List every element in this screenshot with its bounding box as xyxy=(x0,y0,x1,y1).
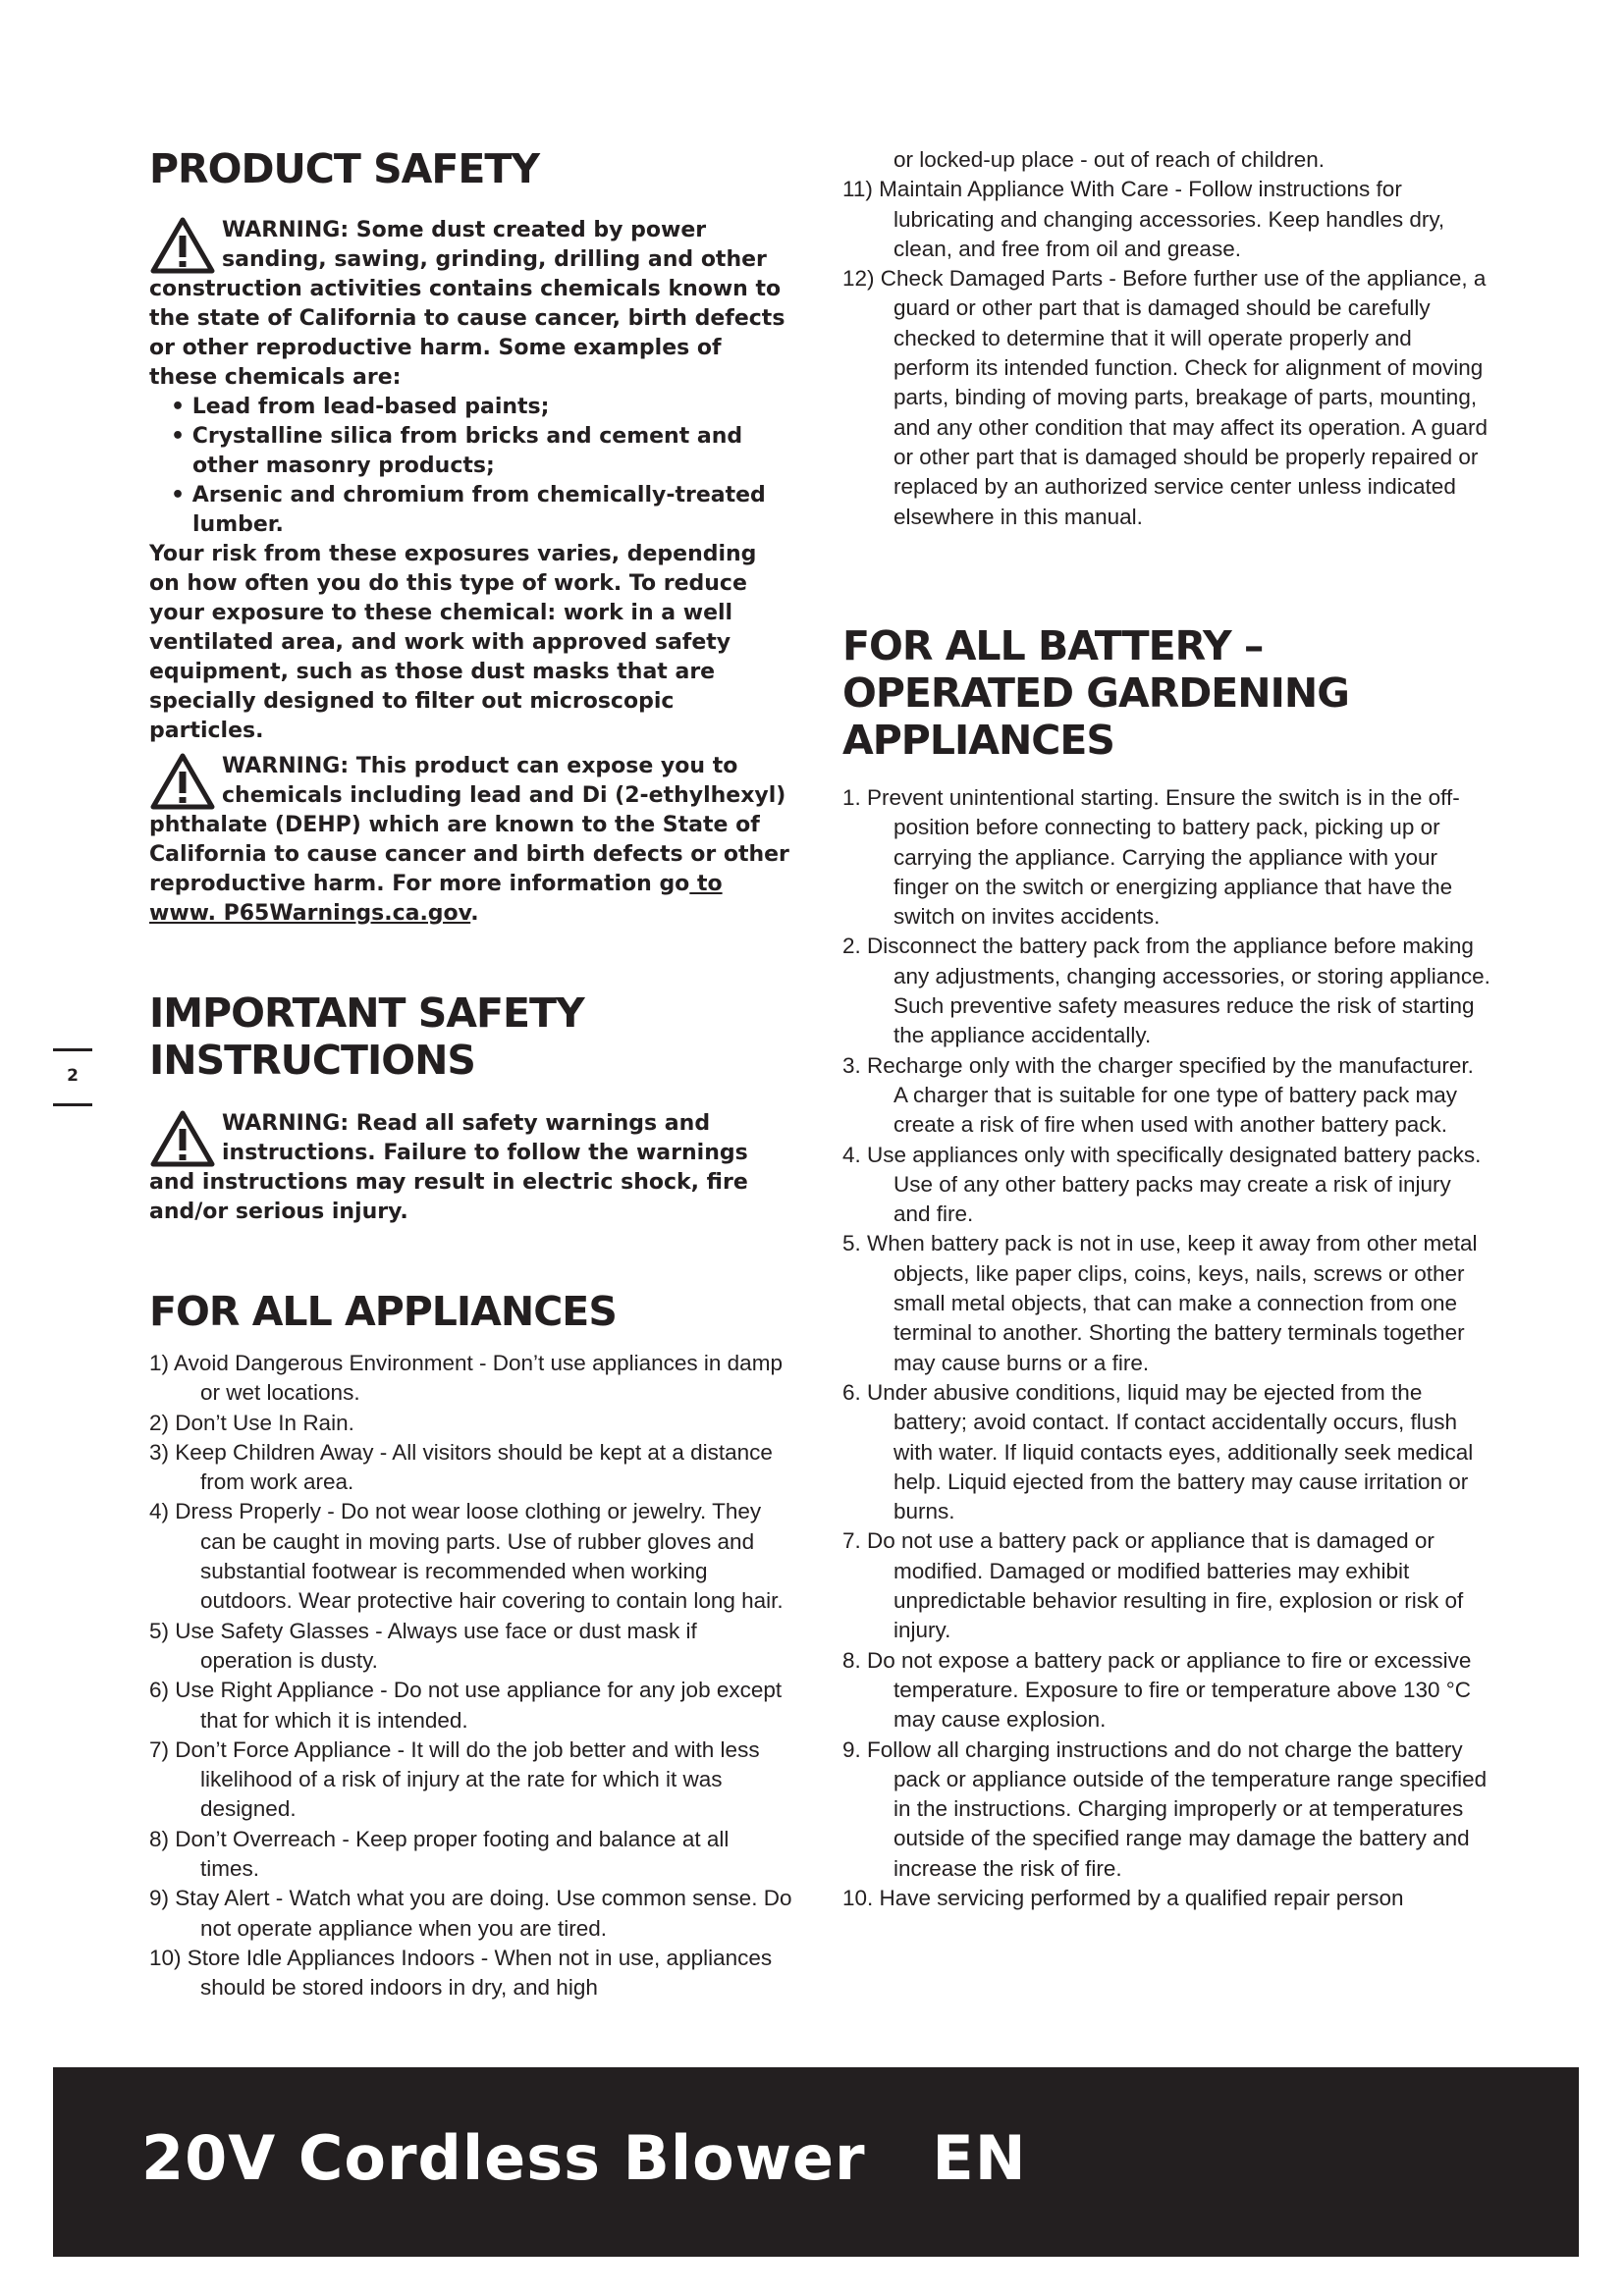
list-item: 2. Disconnect the battery pack from the appliance before making any adjustments, changing accessories, or storing appliance. Such preventive safety measures reduce the risk of starting the appliance accidentally. xyxy=(842,934,1490,1048)
product-name: 20V Cordless Blower xyxy=(141,2122,866,2194)
list-item: 11) Maintain Appliance With Care - Follow instructions for lubricating and changing accessories. Keep handles dry, clean, and free from oil and grease. xyxy=(842,177,1445,261)
battery-title-line-1: FOR ALL BATTERY – xyxy=(842,622,1264,669)
warning-triangle-icon xyxy=(149,216,216,275)
list-item: 10. Have servicing performed by a qualified repair person xyxy=(842,1885,1404,1910)
list-item: 1) Avoid Dangerous Environment - Don’t use appliances in damp or wet locations. xyxy=(149,1351,783,1406)
page-number-rule-bottom xyxy=(53,1103,92,1106)
warning-1-text: WARNING: Some dust created by power sanding, sawing, grinding, drilling and other construction activities contains chemicals known to the state of California to cause cancer, birth defects or other reproductive harm. Some examples of these chemicals are: xyxy=(149,218,785,390)
important-safety-warning xyxy=(149,1109,793,1227)
list-item: 4. Use appliances only with specifically designated battery packs. Use of any other battery packs may create a risk of injury and fire. xyxy=(842,1142,1482,1227)
list-item: 8) Don’t Overreach - Keep proper footing and balance at all times. xyxy=(149,1826,730,1882)
warning-1-closing: Your risk from these exposures varies, depending on how often you do this type of work. To reduce your exposure to these chemical: work in a well ventilated area, and work with approved safety equipment, such as those dust masks that are specially designed to filter out microscopic particles. xyxy=(149,542,757,743)
list-item: • Crystalline silica from bricks and cement and other masonry products; xyxy=(171,424,743,478)
all-appliances-list-continued xyxy=(842,145,1490,532)
list-item: 5) Use Safety Glasses - Always use face or dust mask if operation is dusty. xyxy=(149,1618,697,1673)
list-item: 5. When battery pack is not in use, keep it away from other metal objects, like paper clips, coins, keys, nails, screws or other small metal objects, that can make a connection from one terminal to another. Shorting the battery terminals together may cause burns or a fire. xyxy=(842,1231,1478,1375)
list-item: 6. Under abusive conditions, liquid may be ejected from the battery; avoid contact. If contact accidentally occurs, flush with water. If liquid contacts eyes, additionally seek medical help. Liquid ejected from the battery may cause irritation or burns. xyxy=(842,1379,1474,1524)
page-number: 2 xyxy=(67,1066,79,1086)
important-warning-text: WARNING: Read all safety warnings and instructions. Failure to follow the warnings and instructions may result in electric shock, fire and/or serious injury. xyxy=(149,1111,748,1224)
footer-title xyxy=(141,2122,1027,2194)
battery-title-line-2: OPERATED GARDENING xyxy=(842,669,1349,717)
warning-triangle-icon xyxy=(149,752,216,811)
list-item: 7. Do not use a battery pack or appliance that is damaged or modified. Damaged or modified batteries may exhibit unpredictable behavior resulting in fire, explosion or risk of injury. xyxy=(842,1528,1464,1643)
list-item: 10) Store Idle Appliances Indoors - When not in use, appliances should be stored indoors in dry, and high xyxy=(149,1945,773,2001)
important-safety-title-line-2: INSTRUCTIONS xyxy=(149,1037,475,1084)
language-code: EN xyxy=(932,2122,1027,2194)
footer-bar xyxy=(53,2067,1579,2257)
all-appliances-title: FOR ALL APPLIANCES xyxy=(149,1288,617,1335)
list-item: 3. Recharge only with the charger specified by the manufacturer. A charger that is suitable for one type of battery pack may create a risk of fire when used with another battery pack. xyxy=(842,1052,1474,1138)
warning-2-end: . xyxy=(470,901,479,926)
product-safety-title: PRODUCT SAFETY xyxy=(149,145,540,192)
list-item: 6) Use Right Appliance - Do not use appliance for any job except that for which it is intended. xyxy=(149,1678,783,1733)
all-appliances-list xyxy=(149,1349,793,2003)
list-item: 4) Dress Properly - Do not wear loose clothing or jewelry. They can be caught in moving parts. Use of rubber gloves and substantial footwear is recommended when working outdoors. Wear protective hair covering to contain long hair. xyxy=(149,1499,784,1614)
list-item: 1. Prevent unintentional starting. Ensure the switch is in the off-position before connecting to battery pack, picking up or carrying the appliance. Carrying the appliance with your finger on the switch or energizing appliance that have the switch on invites accidents. xyxy=(842,785,1460,930)
chemical-list xyxy=(149,393,793,540)
list-item: 8. Do not expose a battery pack or appliance to fire or excessive temperature. Exposure to fire or temperature above 130 °C may cause explosion. xyxy=(842,1647,1472,1733)
battery-appliances-list xyxy=(842,783,1490,1913)
important-safety-title-line-1: IMPORTANT SAFETY xyxy=(149,989,584,1037)
list-item: • Arsenic and chromium from chemically-treated lumber. xyxy=(171,483,766,537)
important-safety-title xyxy=(149,989,584,1084)
p65-warnings-link[interactable]: www. P65Warnings.ca.gov xyxy=(149,901,471,926)
warning-2-text: WARNING: This product can expose you to chemicals including lead and Di (2-ethylhexyl) phthalate (DEHP) which are known to the State of California to cause cancer and birth defects or other reproductive harm. For more information go xyxy=(149,754,789,896)
warning-triangle-icon xyxy=(149,1109,216,1168)
list-item: 3) Keep Children Away - All visitors should be kept at a distance from work area. xyxy=(149,1439,773,1495)
product-safety-warning-1 xyxy=(149,216,793,746)
battery-appliances-title xyxy=(842,622,1349,764)
list-item: • Lead from lead-based paints; xyxy=(171,395,550,419)
product-safety-warning-2 xyxy=(149,752,793,929)
list-item: 7) Don’t Force Appliance - It will do the job better and with less likelihood of a risk of injury at the rate for which it was designed. xyxy=(149,1736,760,1822)
list-item: 9) Stay Alert - Watch what you are doing. Use common sense. Do not operate appliance when you are tired. xyxy=(149,1886,792,1941)
link-to[interactable]: to xyxy=(689,872,723,896)
list-item: 2) Don’t Use In Rain. xyxy=(149,1410,354,1435)
page-number-rule-top xyxy=(53,1048,92,1051)
battery-title-line-3: APPLIANCES xyxy=(842,717,1114,764)
list-item: or locked-up place - out of reach of children. xyxy=(893,147,1325,172)
list-item: 9. Follow all charging instructions and do not charge the battery pack or appliance outside of the temperature range specified in the instructions. Charging improperly or at temperatures outside of the specified range may damage the battery and increase the risk of fire. xyxy=(842,1736,1488,1881)
list-item: 12) Check Damaged Parts - Before further use of the appliance, a guard or other part that is damaged should be carefully checked to determine that it will operate properly and perform its intended function. Check for alignment of moving parts, binding of moving parts, breakage of parts, mounting, and any other condition that may affect its operation. A guard or other part that is damaged should be properly repaired or replaced by an authorized service center unless indicated elsewhere in this manual. xyxy=(842,266,1488,529)
